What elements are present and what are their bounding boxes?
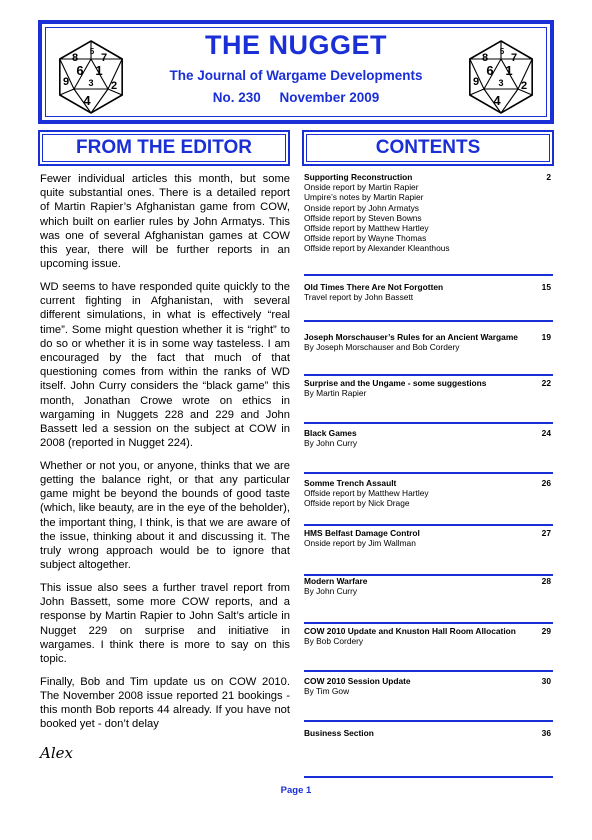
contents-entry-byline: Onside report by John Armatys: [304, 202, 419, 213]
issue-number-date: No. 230 November 2009: [212, 90, 380, 105]
svg-text:7: 7: [510, 52, 518, 64]
contents-entry-page: 24: [541, 428, 551, 438]
contents-entry-byline: By John Curry: [304, 438, 358, 449]
contents-entry-title: Old Times There Are Not Forgotten: [304, 282, 444, 292]
contents-entry-byline: Offside report by Matthew Hartley: [304, 488, 429, 499]
contents-entry-page: 28: [541, 576, 551, 586]
svg-text:3: 3: [498, 78, 504, 88]
contents-entry: [304, 172, 553, 276]
svg-text:2: 2: [110, 80, 118, 92]
contents-entry: [304, 428, 553, 474]
svg-text:4: 4: [493, 93, 501, 108]
contents-entry-byline: By Tim Gow: [304, 686, 350, 697]
svg-text:6: 6: [486, 63, 494, 78]
editorial-paragraph: Finally, Bob and Tim update us on COW 2010. The November 2008 issue reported 21 bookings - this month Bob reports 44 already. If you have not booked yet - don’t delay: [40, 675, 290, 731]
journal-title: THE NUGGET: [204, 30, 387, 60]
contents-entry-byline: Travel report by John Bassett: [304, 292, 414, 303]
svg-text:1: 1: [95, 63, 103, 78]
contents-entry-page: 36: [541, 728, 551, 738]
contents-entry-page: 15: [541, 282, 551, 292]
contents-entry-byline: By Bob Cordery: [304, 636, 364, 647]
contents-entry-byline: Onside report by Martin Rapier: [304, 182, 419, 193]
editorial-body: [40, 172, 290, 740]
contents-entry-byline: Offside report by Steven Bowns: [304, 212, 422, 223]
contents-entry-byline: Onside report by Jim Wallman: [304, 538, 416, 549]
d20-dice-icon-right: [464, 38, 538, 116]
contents-entry-page: 19: [541, 332, 551, 342]
svg-text:7: 7: [100, 52, 108, 64]
contents-entry-title: Somme Trench Assault: [304, 478, 397, 488]
svg-text:8: 8: [71, 52, 79, 64]
editorial-paragraph: Fewer individual articles this month, but some quite substantial ones. There is a detailed report of Martin Rapier’s Afghanistan game from COW, which built on earlier rules by John Armatys. This was one of several Afghanistan games at COW this year, there will be further reports in an upcoming issue.: [40, 173, 290, 271]
journal-subtitle: The Journal of Wargame Developments: [169, 68, 423, 83]
contents-entry-page: 27: [541, 528, 551, 538]
contents-entry: [304, 576, 553, 624]
svg-text:4: 4: [83, 93, 91, 108]
svg-text:9: 9: [472, 76, 480, 88]
contents-entry-title: COW 2010 Session Update: [304, 676, 411, 686]
contents-entry-page: 2: [546, 172, 551, 182]
contents-entry-byline: Umpire’s notes by Martin Rapier: [304, 192, 424, 203]
contents-entry-title: Business Section: [304, 728, 374, 738]
contents-entry: [304, 728, 553, 778]
contents-entry-title: Black Games: [304, 428, 357, 438]
svg-text:3: 3: [88, 78, 94, 88]
contents-entry-page: 29: [541, 626, 551, 636]
editor-signature: Alex: [40, 744, 73, 762]
contents-entry-byline: By Martin Rapier: [304, 388, 367, 399]
contents-entry-title: Joseph Morschauser’s Rules for an Ancient Wargame: [304, 332, 518, 342]
contents-entry: [304, 378, 553, 424]
contents-entry-title: HMS Belfast Damage Control: [304, 528, 420, 538]
contents-entry: [304, 478, 553, 526]
svg-text:5: 5: [499, 47, 505, 56]
editorial-paragraph: WD seems to have responded quite quickly to the current fighting in Afghanistan, with several different simulations, in what is effectively “real time”. Some might question whether it is “right” to do so or whether it is in some way tasteless. I am encouraged by the fact that much of that questioning comes from within the ranks of WD itself. John Curry considers the “black game” this month, Jonathan Crowe wrote on ethics in wargaming in Nuggets 228 and 229 and John Bassett led a session on the subject at COW in 2008 (reported in Nugget 224).: [40, 280, 290, 450]
contents-entry-title: Surprise and the Ungame - some suggestions: [304, 378, 487, 388]
contents-entry: [304, 528, 553, 576]
svg-text:1: 1: [505, 63, 513, 78]
editorial-paragraph: This issue also sees a further travel report from John Bassett, some more COW reports, and a response by Martin Rapier to John Salt’s article in Nugget 229 on surprise and initiative in wargames. I think there is more to say on this topic.: [40, 581, 290, 665]
contents-entry: [304, 626, 553, 672]
svg-text:5: 5: [89, 47, 95, 56]
contents-heading: CONTENTS: [302, 130, 554, 166]
contents-entry: [304, 282, 553, 322]
contents-entry-page: 26: [541, 478, 551, 488]
contents-entry-byline: Offside report by Alexander Kleanthous: [304, 243, 450, 254]
contents-entry-byline: Offside report by Wayne Thomas: [304, 233, 427, 244]
contents-entry-title: Modern Warfare: [304, 576, 368, 586]
contents-entry-byline: By Joseph Morschauser and Bob Cordery: [304, 342, 460, 353]
svg-text:8: 8: [481, 52, 489, 64]
masthead: [38, 20, 554, 124]
contents-entry-page: 22: [541, 378, 551, 388]
svg-text:9: 9: [62, 76, 70, 88]
editorial-paragraph: Whether or not you, or anyone, thinks that we are getting the balance right, or that any particular game might be beyond the bounds of good taste (which, like beauty, are in the eye of the beholder), the important thing, I think, is that we are aware of the issue, thinking about it and discussing it. The truly wrong approach would be to ignore that subject altogether.: [40, 459, 290, 572]
editor-heading: FROM THE EDITOR: [38, 130, 290, 166]
contents-entry-title: Supporting Reconstruction: [304, 172, 413, 182]
contents-entry-page: 30: [541, 676, 551, 686]
svg-text:2: 2: [520, 80, 528, 92]
svg-text:6: 6: [76, 63, 84, 78]
contents-entry-title: COW 2010 Update and Knuston Hall Room Allocation: [304, 626, 516, 636]
contents-entry-byline: By John Curry: [304, 586, 358, 597]
page-number: Page 1: [280, 785, 312, 796]
contents-entry: [304, 676, 553, 722]
contents-entry-byline: Offside report by Nick Drage: [304, 498, 410, 509]
contents-entry: [304, 332, 553, 376]
contents-entry-byline: Offside report by Matthew Hartley: [304, 223, 429, 234]
